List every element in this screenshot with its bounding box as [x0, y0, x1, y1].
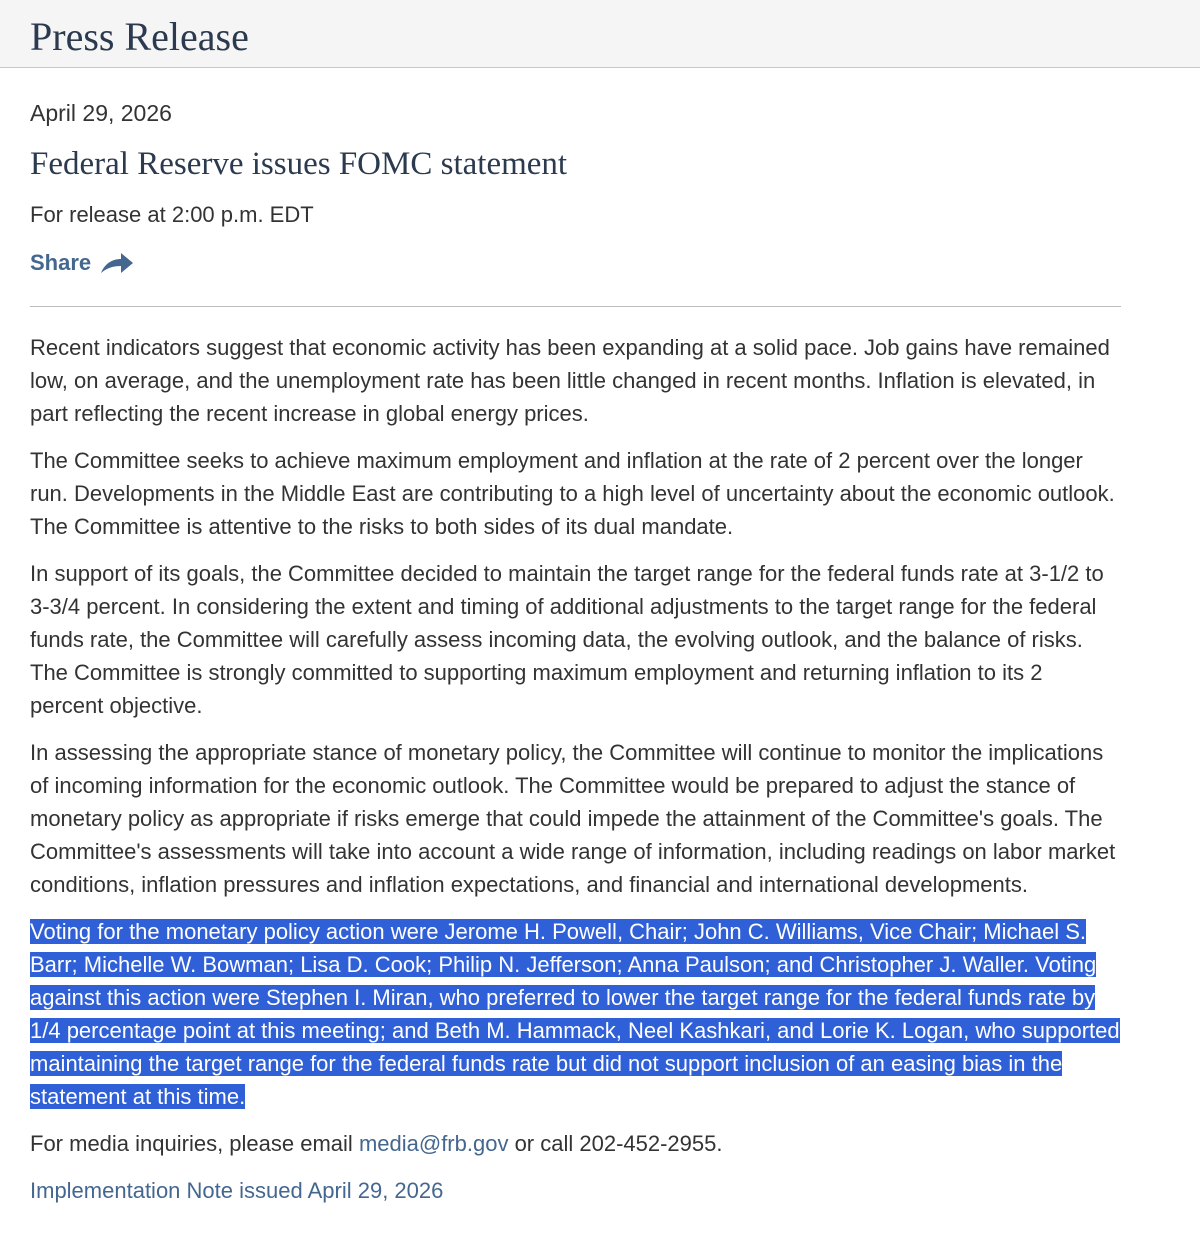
release-date: April 29, 2026	[30, 100, 172, 126]
media-inquiries	[30, 1127, 1121, 1160]
statement-paragraph: In support of its goals, the Committee decided to maintain the target range for the federal funds rate at 3-1/2 to 3-3/4 percent. In considering the extent and timing of additional adjustments to the target range for the federal funds rate, the Committee will carefully assess incoming data, the evolving outlook, and the balance of risks. The Committee is strongly committed to supporting maximum employment and returning inflation to its 2 percent objective.	[30, 561, 1104, 718]
statement-body	[30, 331, 1121, 1207]
media-prefix: For media inquiries, please email	[30, 1131, 359, 1156]
share-button[interactable]	[30, 248, 150, 278]
release-time: For release at 2:00 p.m. EDT	[30, 202, 314, 227]
share-arrow-icon	[99, 251, 135, 275]
divider	[30, 306, 1121, 307]
media-email-link[interactable]: media@frb.gov	[358, 1131, 509, 1156]
article	[0, 99, 1121, 1207]
page-title: Press Release	[30, 14, 249, 59]
page-header	[0, 0, 1200, 68]
media-suffix: or call 202-452-2955.	[508, 1131, 723, 1156]
statement-paragraph: Recent indicators suggest that economic activity has been expanding at a solid pace. Job gains have remained low, on average, and the unemployment rate has been little changed in recent months. Inflation is elevated, in part reflecting the recent increase in global energy prices.	[30, 335, 1110, 426]
share-label: Share	[30, 250, 92, 275]
statement-paragraph: The Committee seeks to achieve maximum employment and inflation at the rate of 2 percent over the longer run. Developments in the Middle East are contributing to a high level of uncertainty about the economic outlook. The Committee is attentive to the risks to both sides of its dual mandate.	[30, 448, 1115, 539]
statement-paragraph: In assessing the appropriate stance of monetary policy, the Committee will continue to monitor the implications of incoming information for the economic outlook. The Committee would be prepared to adjust the stance of monetary policy as appropriate if risks emerge that could impede the attainment of the Committee's goals. The Committee's assessments will take into account a wide range of information, including readings on labor market conditions, inflation pressures and inflation expectations, and financial and international developments.	[30, 740, 1116, 897]
selected-text: Voting for the monetary policy action were Jerome H. Powell, Chair; John C. Williams, Vice Chair; Michael S. Barr; Michelle W. Bowman; Lisa D. Cook; Philip N. Jefferson; Anna Paulson; and Christopher J. Waller. Voting against this action were Stephen I. Miran, who preferred to lower the target range for the federal funds rate by 1/4 percentage point at this meeting; and Beth M. Hammack, Neel Kashkari, and Lorie K. Logan, who supported maintaining the target range for the federal funds rate but did not support inclusion of an easing bias in the statement at this time.	[30, 919, 1120, 1109]
voting-paragraph-selected	[30, 915, 1121, 1113]
implementation-note-link[interactable]: Implementation Note issued April 29, 2026	[30, 1178, 444, 1203]
article-title: Federal Reserve issues FOMC statement	[30, 146, 568, 182]
